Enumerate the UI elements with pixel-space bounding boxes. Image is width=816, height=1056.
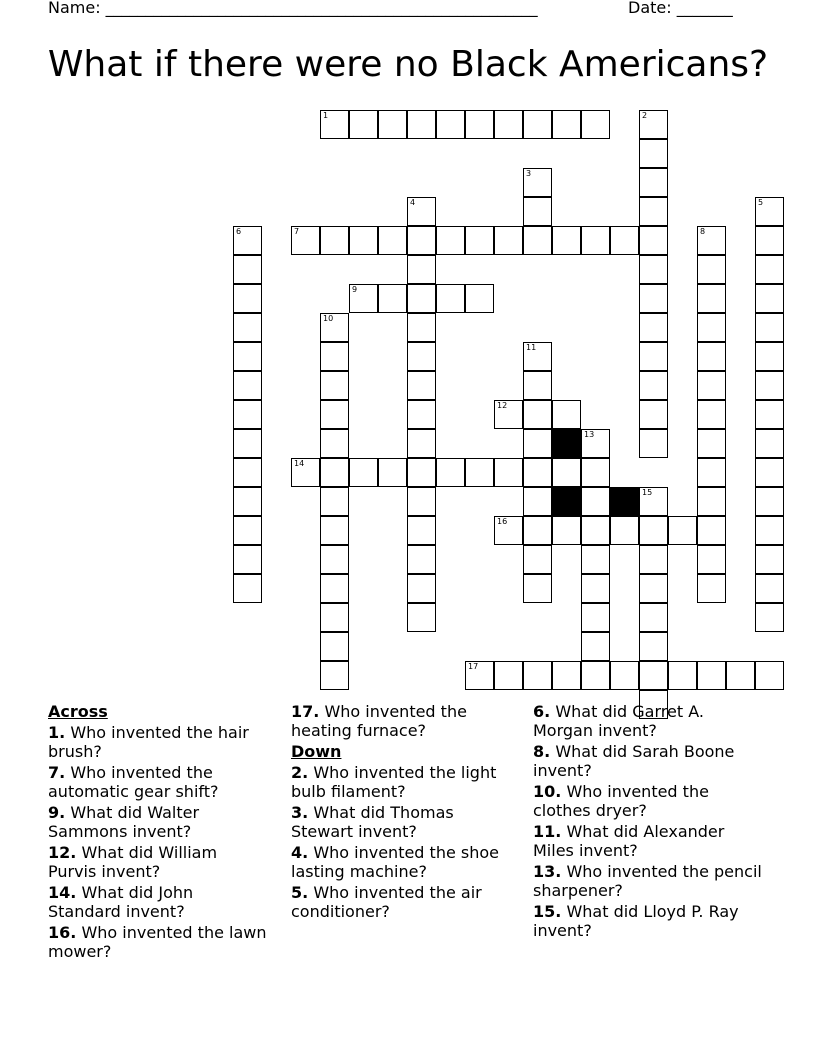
crossword-cell[interactable] xyxy=(523,487,552,516)
crossword-cell[interactable] xyxy=(465,226,494,255)
clue-text: Who invented the lawn mower? xyxy=(48,923,267,961)
crossword-cell[interactable] xyxy=(494,110,523,139)
crossword-cell[interactable] xyxy=(349,110,378,139)
clue-number-label: 10 xyxy=(323,314,334,323)
clue-number: 11. xyxy=(533,822,562,841)
crossword-cell[interactable] xyxy=(378,458,407,487)
clue-number: 9. xyxy=(48,803,66,822)
crossword-cell[interactable] xyxy=(320,574,349,603)
crossword-cell[interactable] xyxy=(639,603,668,632)
crossword-cell[interactable] xyxy=(465,661,494,690)
crossword-cell[interactable] xyxy=(639,342,668,371)
crossword-cell[interactable] xyxy=(523,545,552,574)
crossword-cell[interactable] xyxy=(320,458,349,487)
crossword-cell[interactable] xyxy=(639,284,668,313)
crossword-cell[interactable] xyxy=(697,255,726,284)
crossword-cell[interactable] xyxy=(407,110,436,139)
crossword-cell[interactable] xyxy=(233,226,262,255)
crossword-cell[interactable] xyxy=(320,226,349,255)
clue-across-17 xyxy=(291,702,511,740)
clue-number-label: 7 xyxy=(294,227,300,236)
crossword-cell[interactable] xyxy=(581,516,610,545)
crossword-cell[interactable] xyxy=(755,342,784,371)
crossword-cell[interactable] xyxy=(697,516,726,545)
crossword-cell[interactable] xyxy=(639,110,668,139)
crossword-cell[interactable] xyxy=(320,371,349,400)
clue-down-11 xyxy=(533,822,763,860)
clue-number: 12. xyxy=(48,843,77,862)
crossword-cell[interactable] xyxy=(697,226,726,255)
crossword-cell[interactable] xyxy=(755,516,784,545)
crossword-cell[interactable] xyxy=(320,400,349,429)
crossword-cell[interactable] xyxy=(697,284,726,313)
clue-number-label: 6 xyxy=(236,227,242,236)
crossword-cell[interactable] xyxy=(233,429,262,458)
clue-number: 2. xyxy=(291,763,309,782)
clue-number: 6. xyxy=(533,702,551,721)
crossword-cell[interactable] xyxy=(552,110,581,139)
crossword-cell[interactable] xyxy=(581,632,610,661)
clue-number: 15. xyxy=(533,902,562,921)
clue-number: 5. xyxy=(291,883,309,902)
crossword-cell[interactable] xyxy=(697,429,726,458)
crossword-cell[interactable] xyxy=(523,371,552,400)
crossword-cell[interactable] xyxy=(523,574,552,603)
crossword-cell[interactable] xyxy=(697,458,726,487)
crossword-cell[interactable] xyxy=(581,574,610,603)
crossword-cell[interactable] xyxy=(755,400,784,429)
clue-number-label: 13 xyxy=(584,430,595,439)
crossword-cell[interactable] xyxy=(581,458,610,487)
crossword-cell[interactable] xyxy=(755,487,784,516)
clue-down-6 xyxy=(533,702,763,740)
crossword-cell[interactable] xyxy=(465,284,494,313)
crossword-cell[interactable] xyxy=(436,110,465,139)
clue-across-14 xyxy=(48,883,268,921)
clue-number-label: 14 xyxy=(294,459,305,468)
clue-across-1 xyxy=(48,723,268,761)
crossword-cell[interactable] xyxy=(639,632,668,661)
clue-number-label: 12 xyxy=(497,401,508,410)
crossword-cell[interactable] xyxy=(697,574,726,603)
crossword-cell[interactable] xyxy=(697,371,726,400)
crossword-cell[interactable] xyxy=(523,342,552,371)
clue-text: Who invented the pencil sharpener? xyxy=(533,862,762,900)
clue-down-15 xyxy=(533,902,763,940)
clue-number: 7. xyxy=(48,763,66,782)
date-field-label: Date: _______ xyxy=(628,0,733,17)
clue-text: What did Alexander Miles invent? xyxy=(533,822,725,860)
crossword-cell[interactable] xyxy=(407,255,436,284)
clue-text: Who invented the hair brush? xyxy=(48,723,249,761)
clue-text: What did Thomas Stewart invent? xyxy=(291,803,454,841)
clue-down-5 xyxy=(291,883,511,921)
crossword-cell[interactable] xyxy=(407,603,436,632)
crossword-cell[interactable] xyxy=(755,603,784,632)
crossword-cell[interactable] xyxy=(755,197,784,226)
crossword-cell[interactable] xyxy=(523,458,552,487)
clue-text: What did Walter Sammons invent? xyxy=(48,803,200,841)
crossword-cell[interactable] xyxy=(755,545,784,574)
clue-down-2 xyxy=(291,763,511,801)
crossword-cell[interactable] xyxy=(233,516,262,545)
crossword-cell[interactable] xyxy=(233,458,262,487)
clue-number-label: 16 xyxy=(497,517,508,526)
crossword-block xyxy=(610,487,639,516)
crossword-cell[interactable] xyxy=(320,487,349,516)
crossword-cell[interactable] xyxy=(320,516,349,545)
clue-number-label: 5 xyxy=(758,198,764,207)
clue-number-label: 2 xyxy=(642,111,648,120)
clue-number-label: 11 xyxy=(526,343,537,352)
crossword-cell[interactable] xyxy=(436,458,465,487)
crossword-cell[interactable] xyxy=(407,487,436,516)
crossword-cell[interactable] xyxy=(320,110,349,139)
crossword-cell[interactable] xyxy=(639,371,668,400)
crossword-cell[interactable] xyxy=(465,458,494,487)
clue-down-4 xyxy=(291,843,511,881)
crossword-cell[interactable] xyxy=(407,429,436,458)
clue-text: What did Garret A. Morgan invent? xyxy=(533,702,704,740)
crossword-cell[interactable] xyxy=(610,516,639,545)
crossword-cell[interactable] xyxy=(494,516,523,545)
crossword-cell[interactable] xyxy=(755,226,784,255)
crossword-cell[interactable] xyxy=(233,313,262,342)
crossword-cell[interactable] xyxy=(494,458,523,487)
crossword-cell[interactable] xyxy=(291,226,320,255)
crossword-cell[interactable] xyxy=(639,487,668,516)
crossword-cell[interactable] xyxy=(523,516,552,545)
clue-text: Who invented the shoe lasting machine? xyxy=(291,843,499,881)
crossword-cell[interactable] xyxy=(523,197,552,226)
crossword-cell[interactable] xyxy=(378,226,407,255)
crossword-cell[interactable] xyxy=(639,545,668,574)
crossword-cell[interactable] xyxy=(610,226,639,255)
down-heading: Down xyxy=(291,742,342,761)
crossword-cell[interactable] xyxy=(233,371,262,400)
crossword-cell[interactable] xyxy=(552,226,581,255)
crossword-cell[interactable] xyxy=(233,574,262,603)
clue-text: What did Sarah Boone invent? xyxy=(533,742,735,780)
clue-down-13 xyxy=(533,862,763,900)
clue-number-label: 8 xyxy=(700,227,706,236)
clue-number: 13. xyxy=(533,862,562,881)
clue-text: What did Lloyd P. Ray invent? xyxy=(533,902,739,940)
across-heading: Across xyxy=(48,702,108,721)
crossword-cell[interactable] xyxy=(523,429,552,458)
crossword-cell[interactable] xyxy=(755,313,784,342)
crossword-cell[interactable] xyxy=(407,226,436,255)
crossword-cell[interactable] xyxy=(349,226,378,255)
clue-number: 17. xyxy=(291,702,320,721)
crossword-cell[interactable] xyxy=(233,545,262,574)
crossword-cell[interactable] xyxy=(523,168,552,197)
crossword-cell[interactable] xyxy=(407,284,436,313)
crossword-cell[interactable] xyxy=(407,342,436,371)
page-title: What if there were no Black Americans? xyxy=(47,44,769,85)
crossword-cell[interactable] xyxy=(755,429,784,458)
crossword-cell[interactable] xyxy=(581,429,610,458)
clue-number: 3. xyxy=(291,803,309,822)
clue-number: 16. xyxy=(48,923,77,942)
crossword-cell[interactable] xyxy=(755,371,784,400)
crossword-cell[interactable] xyxy=(668,516,697,545)
crossword-cell[interactable] xyxy=(552,400,581,429)
crossword-cell[interactable] xyxy=(523,661,552,690)
crossword-cell[interactable] xyxy=(436,226,465,255)
crossword-cell[interactable] xyxy=(291,458,320,487)
clue-across-12 xyxy=(48,843,268,881)
crossword-cell[interactable] xyxy=(552,516,581,545)
crossword-cell[interactable] xyxy=(407,516,436,545)
clue-number-label: 17 xyxy=(468,662,479,671)
clue-text: Who invented the heating furnace? xyxy=(291,702,467,740)
crossword-cell[interactable] xyxy=(697,545,726,574)
crossword-cell[interactable] xyxy=(581,545,610,574)
clue-text: Who invented the air conditioner? xyxy=(291,883,482,921)
crossword-cell[interactable] xyxy=(755,574,784,603)
crossword-cell[interactable] xyxy=(639,139,668,168)
crossword-cell[interactable] xyxy=(407,545,436,574)
crossword-cell[interactable] xyxy=(552,661,581,690)
crossword-cell[interactable] xyxy=(755,284,784,313)
crossword-cell[interactable] xyxy=(697,342,726,371)
crossword-cell[interactable] xyxy=(697,313,726,342)
crossword-cell[interactable] xyxy=(639,197,668,226)
crossword-cell[interactable] xyxy=(726,661,755,690)
crossword-cell[interactable] xyxy=(320,313,349,342)
crossword-cell[interactable] xyxy=(697,487,726,516)
crossword-cell[interactable] xyxy=(378,284,407,313)
clues-column-3 xyxy=(533,702,763,942)
crossword-cell[interactable] xyxy=(233,255,262,284)
clue-across-7 xyxy=(48,763,268,801)
crossword-cell[interactable] xyxy=(639,516,668,545)
crossword-cell[interactable] xyxy=(407,313,436,342)
clue-number-label: 3 xyxy=(526,169,532,178)
clue-text: Who invented the light bulb filament? xyxy=(291,763,497,801)
name-field-label: Name: ______________________________________________________ xyxy=(48,0,538,17)
crossword-cell[interactable] xyxy=(494,661,523,690)
crossword-cell[interactable] xyxy=(320,603,349,632)
crossword-cell[interactable] xyxy=(407,400,436,429)
crossword-cell[interactable] xyxy=(465,110,494,139)
crossword-cell[interactable] xyxy=(494,226,523,255)
crossword-cell[interactable] xyxy=(755,255,784,284)
clues-column-2 xyxy=(291,702,511,923)
crossword-cell[interactable] xyxy=(407,574,436,603)
clue-number: 8. xyxy=(533,742,551,761)
clues-column-1 xyxy=(48,702,268,963)
clue-down-3 xyxy=(291,803,511,841)
crossword-cell[interactable] xyxy=(233,284,262,313)
crossword-cell[interactable] xyxy=(668,661,697,690)
crossword-cell[interactable] xyxy=(436,284,465,313)
crossword-cell[interactable] xyxy=(697,400,726,429)
clue-number-label: 15 xyxy=(642,488,653,497)
crossword-cell[interactable] xyxy=(755,661,784,690)
crossword-cell[interactable] xyxy=(581,603,610,632)
crossword-cell[interactable] xyxy=(523,226,552,255)
clue-across-9 xyxy=(48,803,268,841)
crossword-cell[interactable] xyxy=(320,661,349,690)
crossword-cell[interactable] xyxy=(233,400,262,429)
clue-number-label: 9 xyxy=(352,285,358,294)
clue-down-10 xyxy=(533,782,763,820)
crossword-cell[interactable] xyxy=(378,110,407,139)
crossword-cell[interactable] xyxy=(581,487,610,516)
crossword-cell[interactable] xyxy=(639,168,668,197)
crossword-cell[interactable] xyxy=(639,313,668,342)
crossword-cell[interactable] xyxy=(639,429,668,458)
crossword-cell[interactable] xyxy=(349,284,378,313)
crossword-block xyxy=(552,487,581,516)
crossword-cell[interactable] xyxy=(233,342,262,371)
clue-number: 10. xyxy=(533,782,562,801)
crossword-cell[interactable] xyxy=(639,255,668,284)
crossword-cell[interactable] xyxy=(494,400,523,429)
clue-number-label: 1 xyxy=(323,111,329,120)
crossword-cell[interactable] xyxy=(233,487,262,516)
clue-across-16 xyxy=(48,923,268,961)
crossword-cell[interactable] xyxy=(320,545,349,574)
crossword-cell[interactable] xyxy=(639,574,668,603)
crossword-cell[interactable] xyxy=(581,110,610,139)
crossword-cell[interactable] xyxy=(320,632,349,661)
clue-down-8 xyxy=(533,742,763,780)
crossword-block xyxy=(552,429,581,458)
crossword-cell[interactable] xyxy=(639,661,668,690)
crossword-cell[interactable] xyxy=(610,661,639,690)
clue-text: Who invented the automatic gear shift? xyxy=(48,763,219,801)
clue-number: 14. xyxy=(48,883,77,902)
crossword-cell[interactable] xyxy=(349,458,378,487)
clue-text: What did John Standard invent? xyxy=(48,883,194,921)
clue-text: What did William Purvis invent? xyxy=(48,843,218,881)
clue-text: Who invented the clothes dryer? xyxy=(533,782,709,820)
crossword-cell[interactable] xyxy=(523,400,552,429)
crossword-cell[interactable] xyxy=(523,110,552,139)
crossword-cell[interactable] xyxy=(639,226,668,255)
crossword-cell[interactable] xyxy=(407,458,436,487)
crossword-cell[interactable] xyxy=(697,661,726,690)
crossword-cell[interactable] xyxy=(552,458,581,487)
crossword-cell[interactable] xyxy=(320,429,349,458)
clue-number: 4. xyxy=(291,843,309,862)
crossword-cell[interactable] xyxy=(407,371,436,400)
clue-number: 1. xyxy=(48,723,66,742)
crossword-cell[interactable] xyxy=(581,226,610,255)
clue-number-label: 4 xyxy=(410,198,416,207)
crossword-cell[interactable] xyxy=(407,197,436,226)
crossword-cell[interactable] xyxy=(755,458,784,487)
crossword-cell[interactable] xyxy=(320,342,349,371)
crossword-cell[interactable] xyxy=(639,400,668,429)
crossword-cell[interactable] xyxy=(581,661,610,690)
